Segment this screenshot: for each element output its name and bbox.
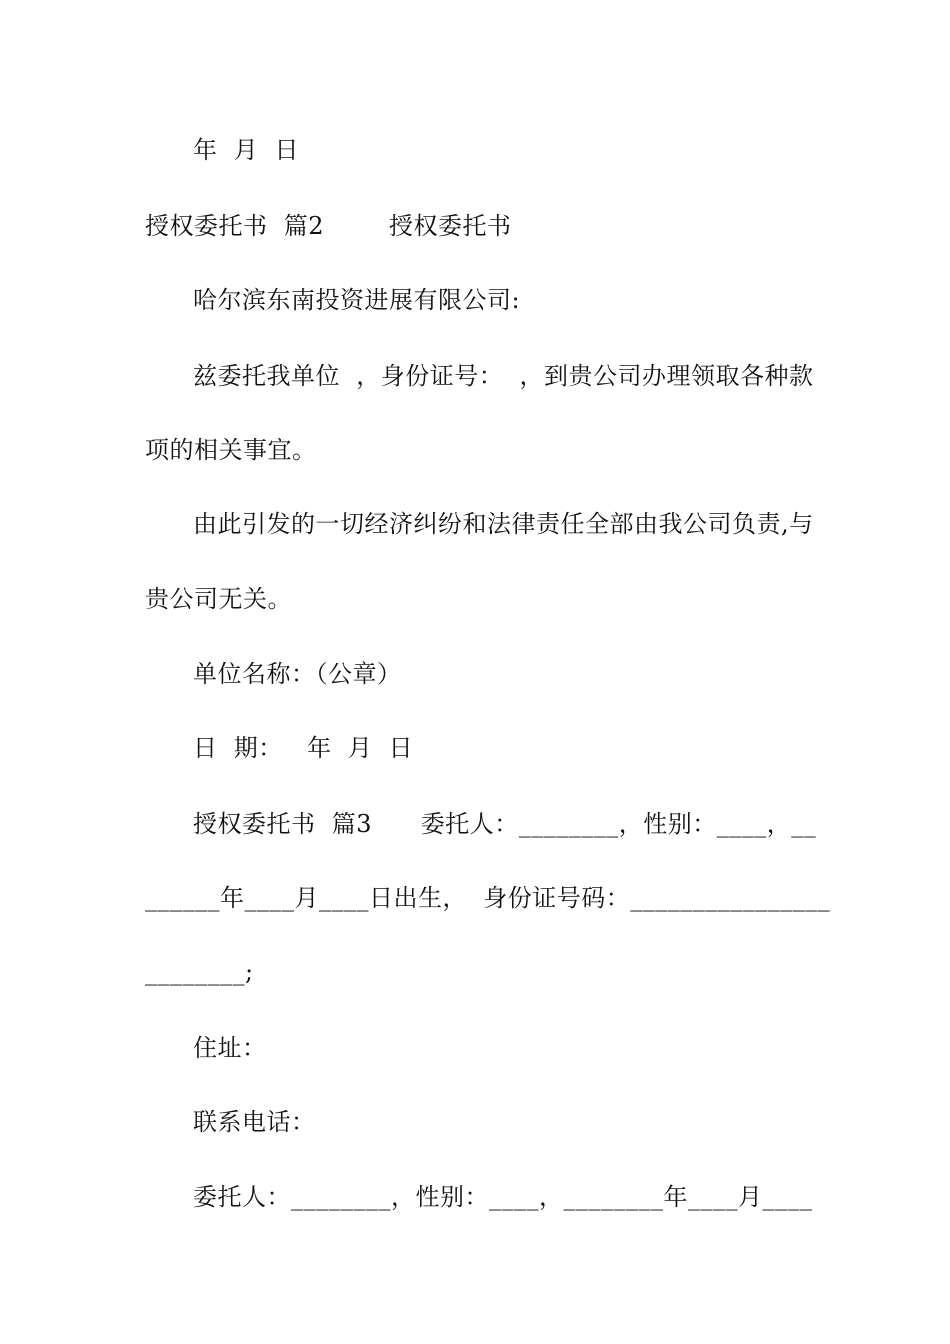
- heading-section-2: 授权委托书 篇2 授权委托书: [145, 212, 512, 240]
- date-line: 年 月 日: [193, 136, 300, 164]
- trustee-line: 委托人：________，性别：____，________年____月____: [193, 1183, 813, 1211]
- id-continuation-line: ________;: [145, 958, 254, 986]
- paragraph-liability-1: 由此引发的一切经济纠纷和法律责任全部由我公司负责,与: [193, 510, 814, 538]
- paragraph-entrust-1: 兹委托我单位 ，身份证号： ，到贵公司办理领取各种款: [193, 362, 814, 390]
- phone-line: 联系电话：: [193, 1108, 316, 1136]
- paragraph-entrust-2: 项的相关事宜。: [145, 436, 317, 464]
- paragraph-liability-2: 贵公司无关。: [145, 585, 292, 613]
- date-field-line: 日 期： 年 月 日: [193, 734, 414, 762]
- address-line: 住址：: [193, 1034, 267, 1062]
- addressee: 哈尔滨东南投资进展有限公司:: [193, 286, 521, 314]
- unit-name-line: 单位名称：（公章）: [193, 660, 402, 688]
- birth-id-line: ______年____月____日出生， 身份证号码：________________: [145, 884, 831, 912]
- heading-section-3: 授权委托书 篇3 委托人：________，性别：____，__: [193, 810, 817, 838]
